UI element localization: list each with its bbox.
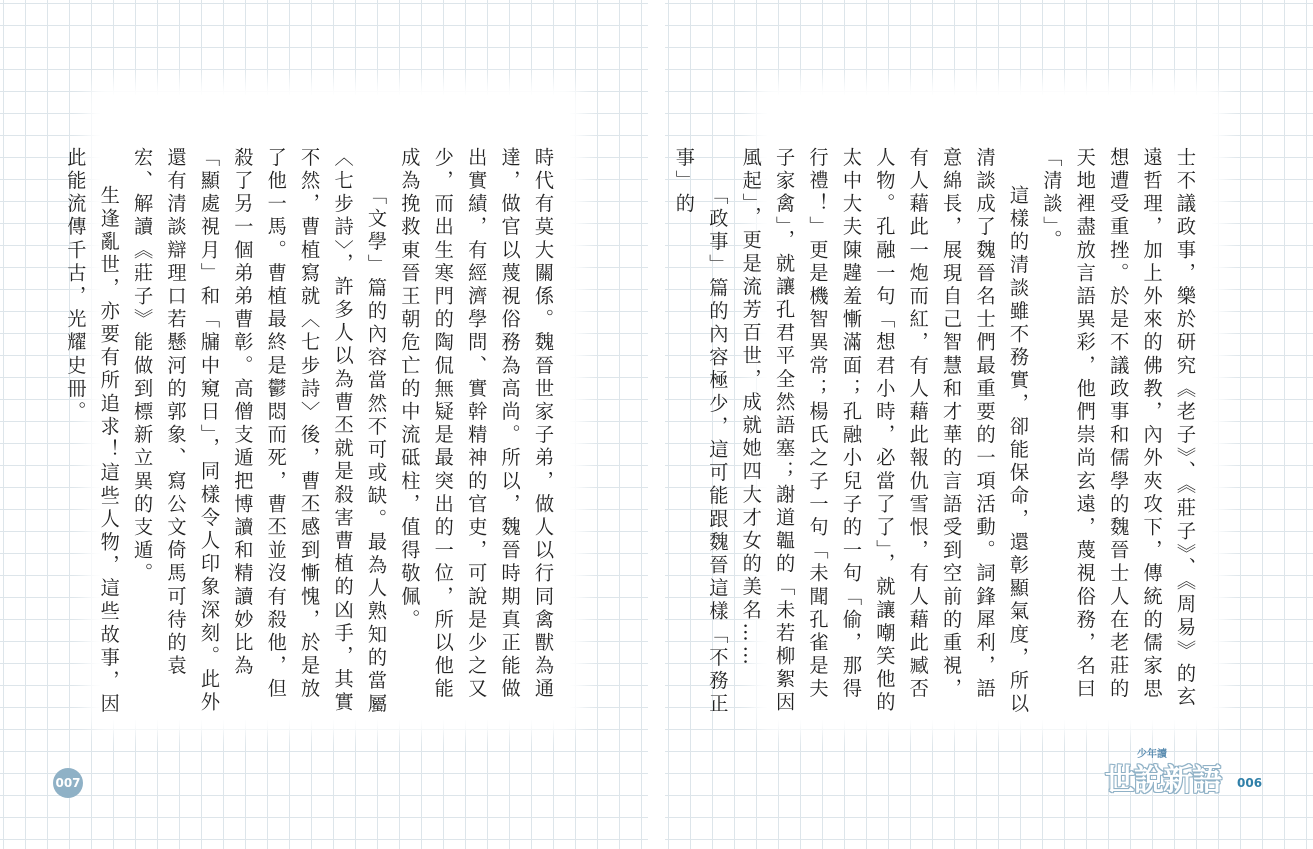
right-paragraph-3: 「政事」篇的內容極少，這可能跟魏晉這樣「不務正事」的	[672, 147, 730, 717]
right-paragraph-2: 這樣的清談雖不務實，卻能保命，還彰顯氣度，所以清談成了魏晉名士們最重要的一項活動。詞鋒犀利，語意綿長，展現自己智慧和才華的言語受到空前的重視，有人藉此一炮而紅，有人藉此報仇雪恨，有人藉此臧否人物。孔融一句「想君小時，必當了了」，就讓嘲笑他的太中大夫陳韙羞慚滿面；孔融小兒子的一句「偷，那得行禮！」更是機智異常；楊氏之子一句「未聞孔雀是夫子家禽」，就讓孔君平全然語塞；謝道韞的「未若柳絮因風起」，更是流芳百世，成就她四大才女的美名……	[739, 147, 1030, 717]
left-page	[0, 0, 648, 849]
book-gutter	[648, 0, 665, 849]
left-body-text	[64, 95, 570, 720]
right-body-text	[672, 95, 1212, 720]
right-page	[665, 0, 1313, 849]
left-paragraph-2: 「文學」篇的內容當然不可或缺。最為人熟知的當屬〈七步詩〉，許多人以為曹丕就是殺害曹植的凶手，其實不然，曹植寫就〈七步詩〉後，曹丕感到慚愧，於是放了他一馬。曹植最終是鬱悶而死，曹丕並沒有殺他，但殺了另一個弟弟曹彰。高僧支遁把博讀和精讀妙比為「顯處視月」和「牖中窺日」，同樣令人印象深刻。此外還有清談辯理口若懸河的郭象、寫公文倚馬可待的袁宏、解讀《莊子》能做到標新立異的支遁。	[131, 147, 388, 717]
right-text-panel	[672, 95, 1212, 720]
left-paragraph-1: 時代有莫大關係。魏晉世家子弟，做人以行同禽獸為通達，做官以蔑視俗務為高尚。所以，魏晉時期真正能做出實績，有經濟學問、實幹精神的官吏，可說是少之又少，而出生寒門的陶侃無疑是最突出的一位，所以他能成為挽救東晉王朝危亡的中流砥柱，值得敬佩。	[398, 147, 555, 702]
logo-title: 世說新語	[1105, 763, 1221, 798]
logo-subtitle: 少年讀	[1137, 749, 1167, 760]
right-page-number: 006	[1237, 776, 1263, 790]
left-paragraph-3: 生逢亂世，亦要有所追求！這些人物，這些故事，因此能流傳千古，光耀史冊。	[64, 147, 121, 717]
left-text-panel	[64, 95, 570, 720]
left-page-number: 007	[53, 768, 83, 798]
book-logo	[1105, 745, 1245, 798]
right-paragraph-1: 士不議政事，樂於研究《老子》、《莊子》、《周易》的玄遠哲理，加上外來的佛教，內外夾攻下，傳統的儒家思想遭受重挫。於是不議政事和儒學的魏晉士人在老莊的天地裡盡放言語異彩，他們崇尚玄遠，蔑視俗務，名曰「清談」。	[1040, 147, 1197, 710]
